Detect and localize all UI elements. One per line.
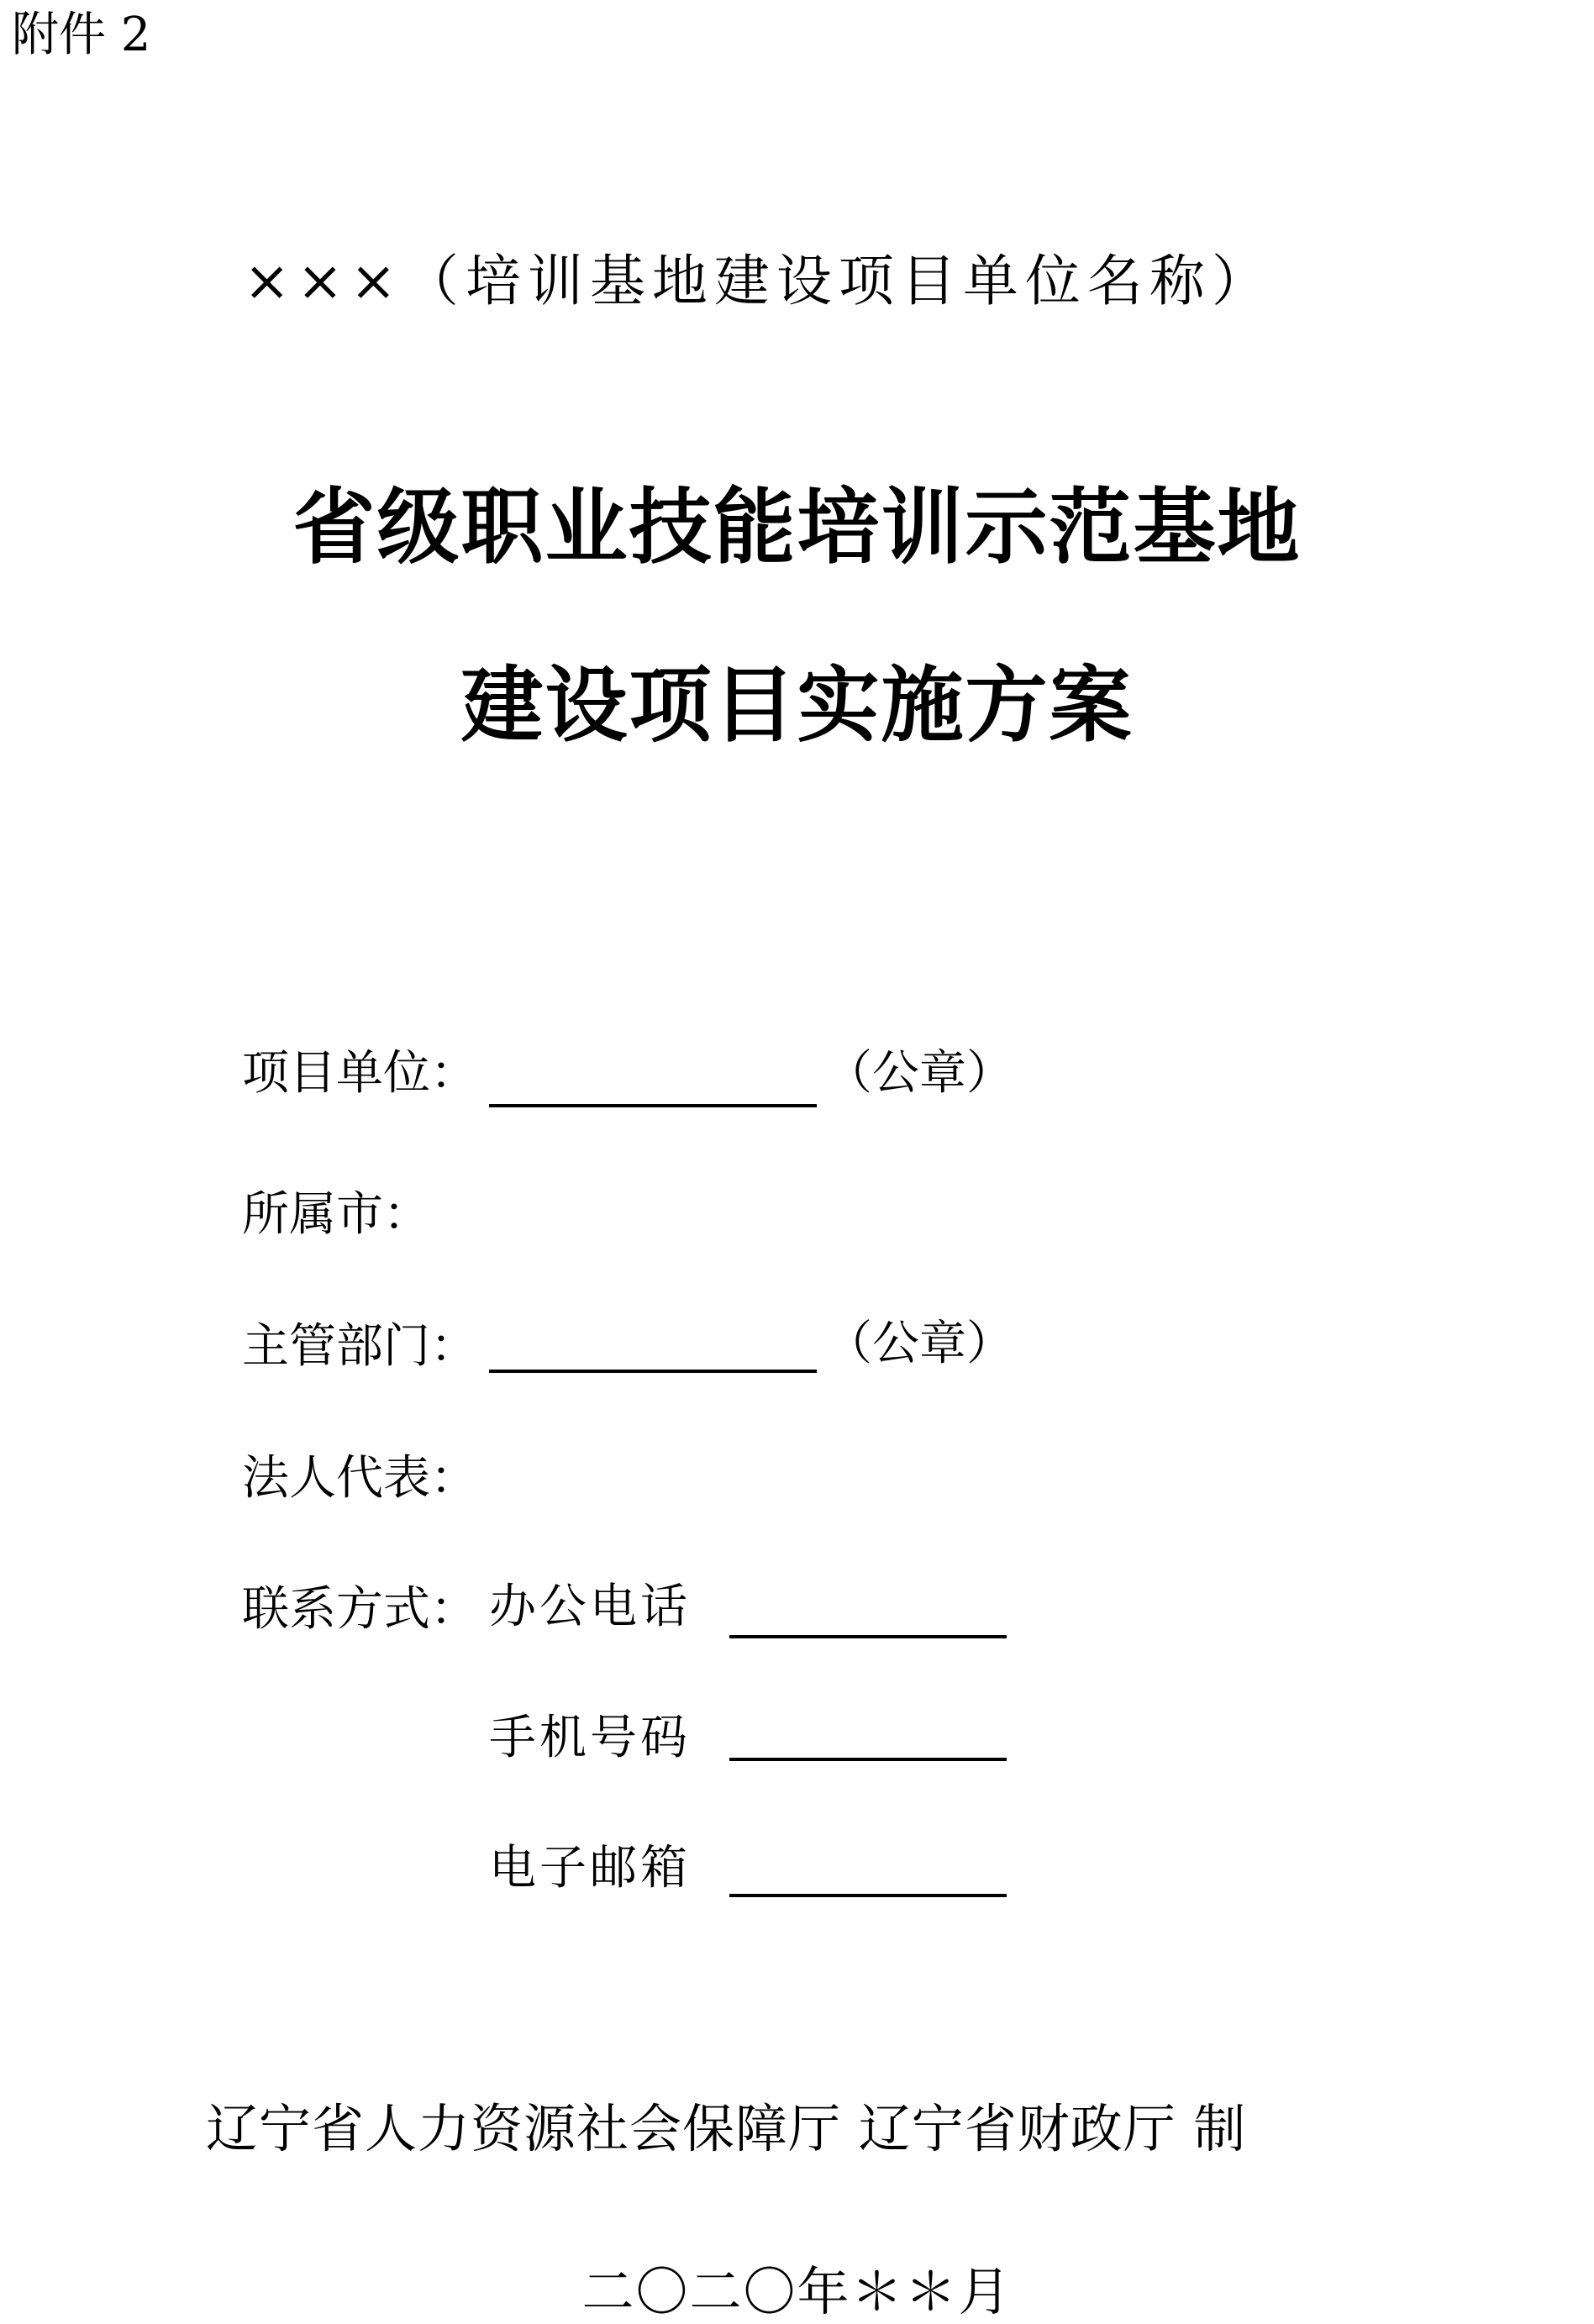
office-phone-blank-line[interactable] (729, 1635, 1007, 1638)
contact-label: 联系方式： (242, 1582, 477, 1637)
supervising-dept-seal-note: （公章） (825, 1317, 1013, 1371)
attachment-label: 附件 2 (12, 8, 151, 62)
legal-rep-label: 法人代表： (242, 1451, 477, 1506)
email-label: 电子邮箱 (489, 1841, 691, 1895)
mobile-blank-line[interactable] (729, 1758, 1007, 1761)
email-blank-line[interactable] (729, 1894, 1007, 1897)
city-label: 所属市： (242, 1187, 430, 1242)
project-unit-blank-line[interactable] (489, 1104, 817, 1107)
project-unit-label: 项目单位： (242, 1046, 477, 1101)
project-unit-seal-note: （公章） (825, 1046, 1013, 1101)
issue-date: 二〇二〇年＊＊月 (581, 2261, 1013, 2322)
issuer: 辽宁省人力资源社会保障厅 辽宁省财政厅 制 (206, 2098, 1247, 2159)
document-title-line-2: 建设项目实施方案 (460, 658, 1134, 754)
unit-name-placeholder: ×××（培训基地建设项目单位名称） (244, 249, 1274, 313)
supervising-dept-label: 主管部门： (242, 1319, 477, 1374)
mobile-label: 手机号码 (489, 1711, 691, 1765)
document-title-line-1: 省级职业技能培训示范基地 (292, 480, 1302, 576)
office-phone-label: 办公电话 (489, 1580, 691, 1634)
supervising-dept-blank-line[interactable] (489, 1370, 817, 1373)
